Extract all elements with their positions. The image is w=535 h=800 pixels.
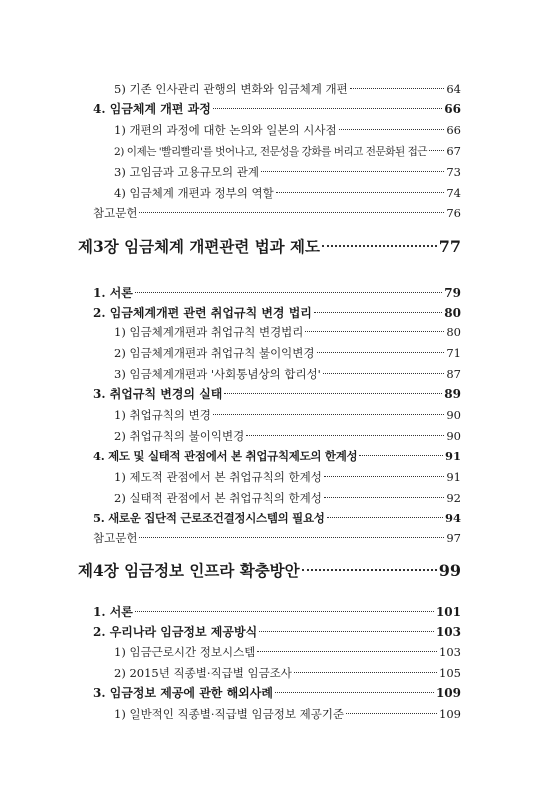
toc-entry-title: 3. 취업규칙 변경의 실태 bbox=[93, 387, 223, 401]
toc-entry bbox=[114, 467, 461, 487]
toc-entry-page: 76 bbox=[446, 206, 461, 220]
toc-entry-page: 87 bbox=[446, 367, 461, 381]
dot-leader bbox=[135, 611, 434, 612]
dot-leader bbox=[327, 517, 443, 518]
toc-entry bbox=[93, 303, 461, 323]
toc-entry-page: 109 bbox=[439, 707, 461, 721]
toc-entry-page: 90 bbox=[446, 429, 461, 443]
toc-entry-page: 66 bbox=[446, 123, 461, 137]
toc-entry-title: 4) 임금체계 개편과 정부의 역할 bbox=[114, 186, 274, 200]
toc-entry-page: 99 bbox=[438, 561, 461, 580]
toc-entry bbox=[114, 663, 461, 683]
toc-entry-title: 2) 이제는 '빨리빨리'를 벗어나고, 전문성을 강화를 버리고 전문화된 접근 bbox=[114, 146, 428, 158]
toc-entry bbox=[93, 283, 461, 303]
dot-leader bbox=[135, 292, 442, 293]
dot-leader bbox=[213, 414, 444, 415]
dot-leader bbox=[350, 88, 445, 89]
chapter-heading bbox=[78, 558, 461, 584]
toc-entry-title: 2) 실태적 관점에서 본 취업규칙의 한계성 bbox=[114, 491, 322, 505]
toc-entry bbox=[114, 642, 461, 662]
dot-leader bbox=[139, 212, 444, 213]
toc-entry-title: 3. 임금정보 제공에 관한 해외사례 bbox=[93, 686, 273, 700]
toc-entry-title: 2. 임금체계개편 관련 취업규칙 변경 법리 bbox=[93, 306, 312, 320]
toc-entry-page: 92 bbox=[446, 491, 461, 505]
toc-entry-title: 3) 고임금과 고용규모의 관계 bbox=[114, 165, 259, 179]
toc-entry-page: 101 bbox=[435, 605, 461, 619]
dot-leader bbox=[302, 569, 437, 571]
toc-entry bbox=[114, 183, 461, 203]
toc-entry-title: 2) 취업규칙의 불이익변경 bbox=[114, 429, 245, 443]
toc-entry-title: 3) 임금체계개편과 '사회통념상의 합리성' bbox=[114, 367, 321, 381]
toc-entry bbox=[114, 488, 461, 508]
toc-entry-page: 74 bbox=[446, 186, 461, 200]
toc-entry-page: 105 bbox=[439, 666, 461, 680]
toc-entry-title: 2) 임금체계개편과 취업규칙 불이익변경 bbox=[114, 346, 315, 360]
toc-entry-title: 1) 개편의 과정에 대한 논의와 일본의 시사점 bbox=[114, 123, 337, 137]
toc-entry-title: 참고문헌 bbox=[93, 206, 138, 220]
dot-leader bbox=[429, 150, 444, 151]
toc-entry-page: 91 bbox=[446, 470, 461, 484]
toc-entry bbox=[114, 141, 461, 161]
toc-entry-title: 2. 우리나라 임금정보 제공방식 bbox=[93, 625, 258, 639]
toc-entry-page: 94 bbox=[444, 511, 461, 525]
toc-entry-page: 64 bbox=[446, 82, 461, 96]
toc-entry-page: 80 bbox=[444, 306, 461, 320]
dot-leader bbox=[294, 672, 437, 673]
toc-entry-title: 1. 서론 bbox=[93, 605, 133, 619]
toc-entry-page: 89 bbox=[444, 387, 461, 401]
toc-entry bbox=[114, 704, 461, 724]
toc-entry-page: 103 bbox=[439, 645, 461, 659]
toc-entry bbox=[93, 508, 461, 528]
toc-entry bbox=[114, 79, 461, 99]
toc-entry bbox=[114, 120, 461, 140]
dot-leader bbox=[305, 331, 444, 332]
toc-entry-page: 91 bbox=[444, 449, 461, 463]
toc-entry-title: 4. 제도 및 실태적 관점에서 본 취업규칙제도의 한계성 bbox=[93, 449, 358, 463]
toc-entry-title: 제4장 임금정보 인프라 확충방안 bbox=[78, 561, 300, 580]
dot-leader bbox=[257, 651, 437, 652]
dot-leader bbox=[346, 713, 437, 714]
toc-entry bbox=[93, 528, 461, 548]
dot-leader bbox=[246, 435, 444, 436]
toc-entry-page: 77 bbox=[438, 237, 461, 256]
toc-entry-title: 참고문헌 bbox=[93, 531, 138, 545]
toc-entry-page: 73 bbox=[446, 165, 461, 179]
dot-leader bbox=[323, 373, 445, 374]
dot-leader bbox=[224, 393, 442, 394]
toc-entry-title: 1) 제도적 관점에서 본 취업규칙의 한계성 bbox=[114, 470, 322, 484]
toc-entry-title: 5. 새로운 집단적 근로조건결정시스템의 필요성 bbox=[93, 511, 325, 525]
toc-entry-page: 66 bbox=[444, 102, 461, 116]
toc-entry bbox=[114, 343, 461, 363]
toc-entry bbox=[93, 203, 461, 223]
dot-leader bbox=[324, 497, 445, 498]
toc-entry bbox=[114, 426, 461, 446]
dot-leader bbox=[339, 129, 445, 130]
toc-entry bbox=[93, 99, 461, 119]
dot-leader bbox=[314, 312, 442, 313]
toc-entry-page: 79 bbox=[444, 286, 461, 300]
toc-entry bbox=[93, 384, 461, 404]
toc-entry bbox=[93, 446, 461, 466]
toc-entry-title: 1) 임금근로시간 정보시스템 bbox=[114, 645, 256, 659]
dot-leader bbox=[322, 245, 437, 247]
dot-leader bbox=[213, 108, 442, 109]
dot-leader bbox=[139, 537, 444, 538]
dot-leader bbox=[317, 352, 445, 353]
toc-entry-page: 97 bbox=[446, 531, 461, 545]
dot-leader bbox=[259, 631, 434, 632]
dot-leader bbox=[261, 171, 444, 172]
toc-entry-page: 80 bbox=[446, 325, 461, 339]
dot-leader bbox=[359, 455, 443, 456]
chapter-heading bbox=[78, 234, 461, 260]
toc-entry-page: 67 bbox=[446, 144, 461, 158]
toc-entry bbox=[93, 622, 461, 642]
toc-entry bbox=[114, 322, 461, 342]
toc-entry-title: 제3장 임금체계 개편관련 법과 제도 bbox=[78, 237, 320, 256]
toc-entry bbox=[114, 405, 461, 425]
toc-entry bbox=[93, 683, 461, 703]
toc-entry-title: 5) 기존 인사관리 관행의 변화와 임금체계 개편 bbox=[114, 82, 348, 96]
toc-entry-title: 1) 임금체계개편과 취업규칙 변경법리 bbox=[114, 325, 304, 339]
toc-entry bbox=[114, 364, 461, 384]
dot-leader bbox=[275, 692, 434, 693]
toc-entry-title: 1. 서론 bbox=[93, 286, 133, 300]
toc-entry bbox=[93, 602, 461, 622]
toc-entry bbox=[114, 162, 461, 182]
toc-entry-title: 1) 취업규칙의 변경 bbox=[114, 408, 211, 422]
dot-leader bbox=[324, 476, 445, 477]
toc-entry-title: 4. 임금체계 개편 과정 bbox=[93, 102, 211, 116]
dot-leader bbox=[276, 192, 445, 193]
toc-entry-page: 71 bbox=[446, 346, 461, 360]
toc-entry-page: 103 bbox=[435, 625, 461, 639]
toc-entry-page: 109 bbox=[435, 686, 461, 700]
toc-entry-title: 1) 일반적인 직종별·직급별 임금정보 제공기준 bbox=[114, 707, 345, 721]
toc-entry-title: 2) 2015년 직종별·직급별 임금조사 bbox=[114, 666, 292, 680]
toc-entry-page: 90 bbox=[446, 408, 461, 422]
